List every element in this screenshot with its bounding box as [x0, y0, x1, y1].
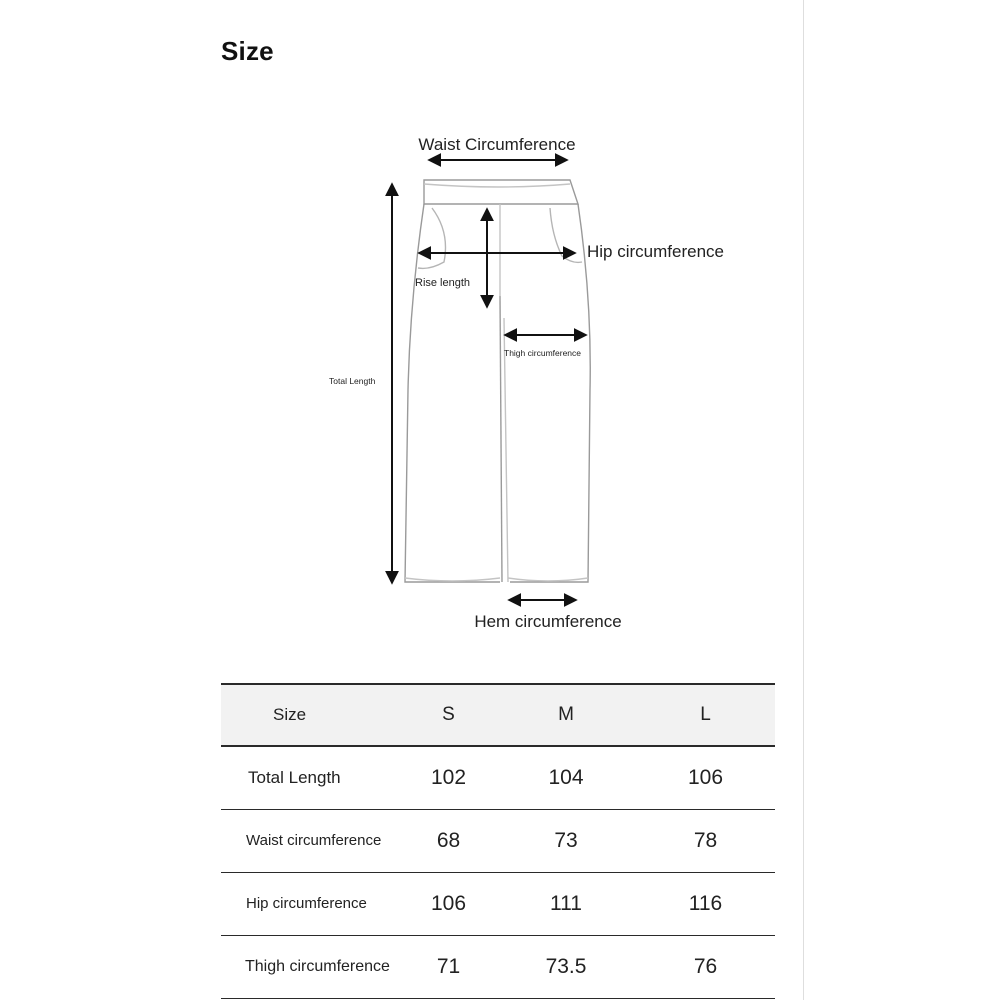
hem-label: Hem circumference	[474, 612, 622, 631]
table-cell: 116	[636, 872, 775, 935]
total-length-label: Total Length	[329, 376, 376, 386]
row-label: Total Length	[221, 746, 401, 809]
hip-label: Hip circumference	[587, 242, 724, 261]
thigh-label: Thigh circumference	[504, 348, 582, 358]
table-cell: 111	[496, 872, 636, 935]
waist-label: Waist Circumference	[418, 135, 576, 154]
table-cell: 73.5	[496, 935, 636, 998]
table-cell: 106	[636, 746, 775, 809]
size-column-s: S	[401, 684, 496, 746]
row-label: Hip circumference	[221, 872, 401, 935]
size-table	[221, 683, 775, 999]
table-cell: 73	[496, 809, 636, 872]
table-row	[221, 935, 775, 998]
table-cell: 76	[636, 935, 775, 998]
size-column-l: L	[636, 684, 775, 746]
row-label: Thigh circumference	[221, 935, 401, 998]
rise-label: Rise length	[415, 277, 471, 289]
table-row	[221, 746, 775, 809]
row-label: Waist circumference	[221, 809, 401, 872]
table-cell: 68	[401, 809, 496, 872]
table-cell: 102	[401, 746, 496, 809]
table-cell: 78	[636, 809, 775, 872]
size-header-label: Size	[221, 684, 401, 746]
table-cell: 71	[401, 935, 496, 998]
table-cell: 104	[496, 746, 636, 809]
table-row	[221, 872, 775, 935]
size-table-header-row	[221, 684, 775, 746]
table-row	[221, 809, 775, 872]
table-cell: 106	[401, 872, 496, 935]
page-title: Size	[221, 36, 274, 66]
size-column-m: M	[496, 684, 636, 746]
pants-outline	[405, 180, 590, 582]
